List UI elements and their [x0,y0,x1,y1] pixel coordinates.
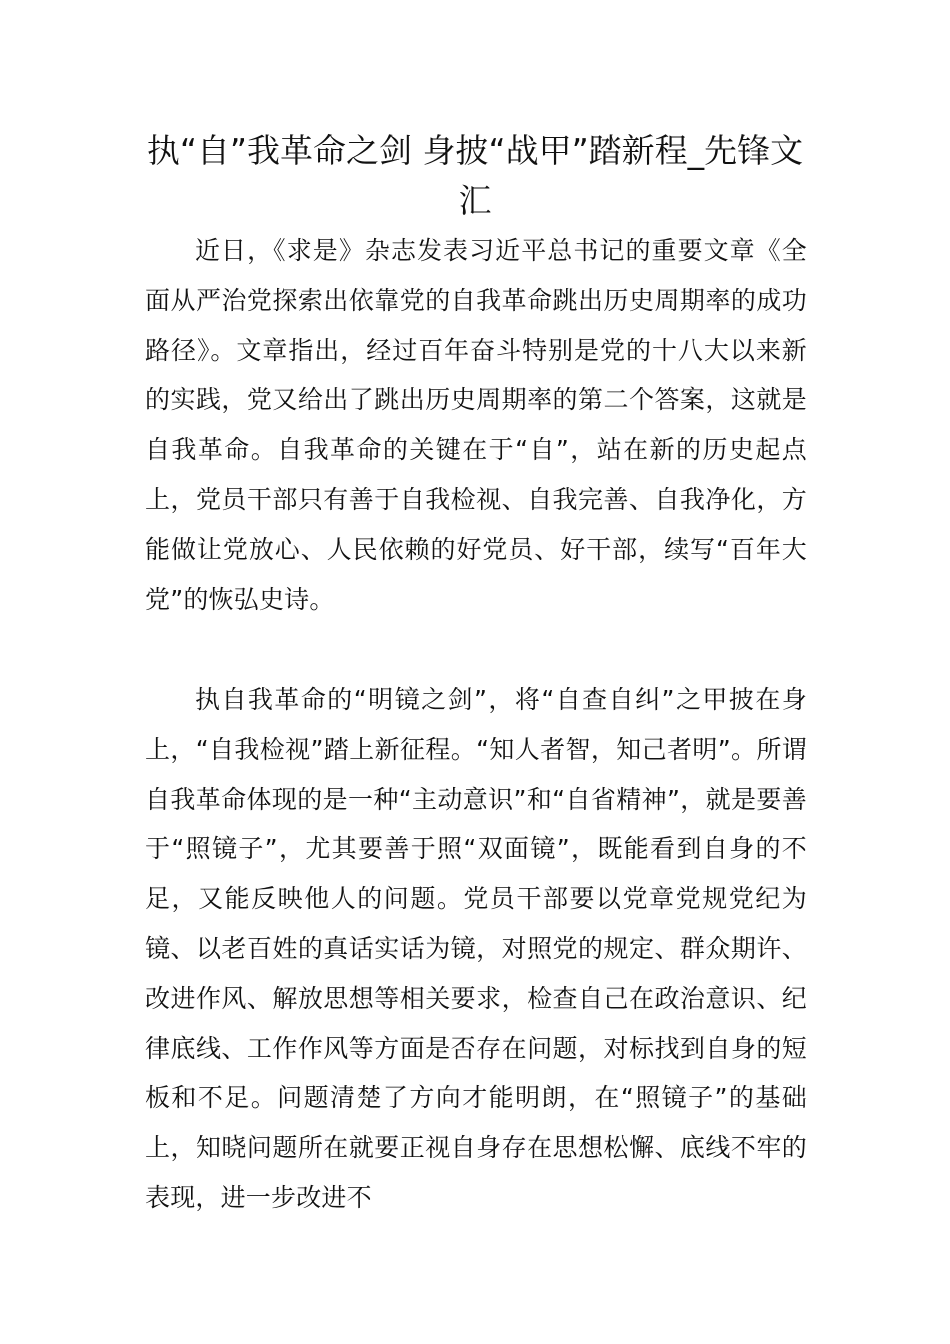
paragraph-2: 执自我革命的“明镜之剑”，将“自查自纠”之甲披在身上，“自我检视”踏上新征程。“知人者智，知己者明”。所谓自我革命体现的是一种“主动意识”和“自省精神”，就是要善于“照镜子”，尤其要善于照“双面镜”，既能看到自身的不足，又能反映他人的问题。党员干部要以党章党规党纪为镜、以老百姓的真话实话为镜，对照党的规定、群众期许、改进作风、解放思想等相关要求，检查自己在政治意识、纪律底线、工作作风等方面是否存在问题，对标找到自身的短板和不足。问题清楚了方向才能明朗，在“照镜子”的基础上，知晓问题所在就要正视自身存在思想松懈、底线不牢的表现，进一步改进不 [145,685,807,1212]
paragraph-1: 近日，《求是》杂志发表习近平总书记的重要文章《全面从严治党探索出依靠党的自我革命跳出历史周期率的成功路径》。文章指出，经过百年奋斗特别是党的十八大以来新的实践，党又给出了跳出历史周期率的第二个答案，这就是自我革命。自我革命的关键在于“自”，站在新的历史起点上，党员干部只有善于自我检视、自我完善、自我净化，方能做让党放心、人民依赖的好党员、好干部，续写“百年大党”的恢弘史诗。 [145,236,807,614]
document-title: 执“自”我革命之剑 身披“战甲”踏新程_先锋文汇 [146,131,804,220]
